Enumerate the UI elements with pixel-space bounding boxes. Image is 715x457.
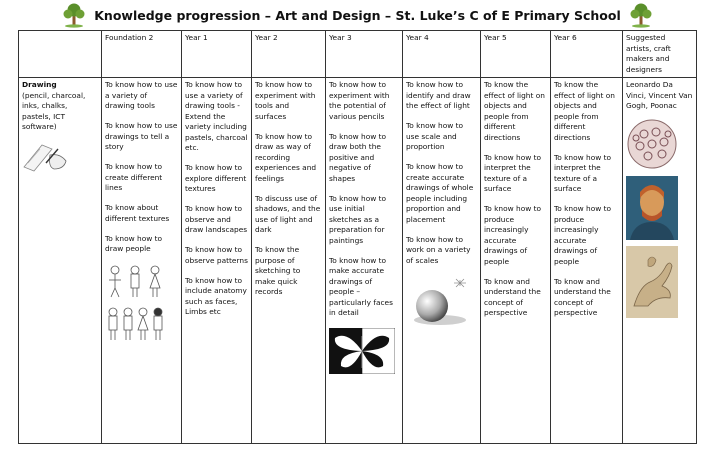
artists-list: Leonardo Da Vinci, Vincent Van Gogh, Poonac xyxy=(626,80,693,110)
objective-item: To know the effect of light on objects and people from different directions xyxy=(484,80,545,142)
objective-item: To know how to produce increasingly accurate drawings of people xyxy=(554,204,612,266)
patterned-circle-artwork xyxy=(626,118,678,170)
year4-cell xyxy=(403,78,481,444)
objective-item: To know how to draw both the positive and negative of shapes xyxy=(329,131,387,183)
year5-cell xyxy=(481,78,551,444)
header-cell-year6: Year 6 xyxy=(551,31,623,78)
objective-item: To know how to interpret the texture of a surface xyxy=(484,152,542,193)
subject-title: Drawing xyxy=(22,80,57,89)
year2-cell xyxy=(252,78,326,444)
objective-item: To know how to interpret the texture of a surface xyxy=(554,152,612,193)
header-cell-year4: Year 4 xyxy=(403,31,481,78)
year3-cell xyxy=(326,78,403,444)
da-vinci-hand-sketch-artwork xyxy=(626,246,678,318)
objective-item: To know how to identify and draw the effect of light xyxy=(406,80,471,110)
objective-item: To discuss use of shadows, and the use of light and dark xyxy=(255,193,321,234)
objective-item: To know the purpose of sketching to make quick records xyxy=(255,245,301,296)
header-cell-blank xyxy=(19,31,102,78)
header-cell-foundation2: Foundation 2 xyxy=(102,31,182,78)
header-cell-artists: Suggested artists, craft makers and designers xyxy=(623,31,697,78)
objective-item: To know how to make accurate drawings of people – particularly faces in detail xyxy=(329,255,393,317)
foundation2-cell xyxy=(102,78,182,444)
hand-drawing-illustration xyxy=(22,137,70,177)
van-gogh-portrait-artwork xyxy=(626,176,678,240)
tree-logo-icon xyxy=(62,2,86,28)
objective-item: To know how to experiment with tools and surfaces xyxy=(255,80,316,121)
year6-cell xyxy=(551,78,623,444)
objective-item: To know how to produce increasingly accurate drawings of people xyxy=(484,204,542,266)
header-cell-year3: Year 3 xyxy=(326,31,403,78)
objective-item: To know how to work on a variety of scales xyxy=(406,234,471,265)
progression-table xyxy=(18,30,697,444)
objective-item: To know and understand the concept of perspective xyxy=(554,276,611,317)
objective-item: To know how to create accurate drawings of whole people including proportion and placement xyxy=(406,162,474,224)
objective-item: To know how to include anatomy such as faces, Limbs etc xyxy=(185,275,247,316)
subject-detail: (pencil, charcoal, inks, chalks, pastels, ICT software) xyxy=(22,90,86,131)
objective-item: To know how to use drawings to tell a story xyxy=(105,121,178,151)
objective-item: To know the effect of light on objects and people from different directions xyxy=(554,80,615,142)
tree-logo-icon xyxy=(629,2,653,28)
subject-cell xyxy=(19,78,102,444)
shaded-sphere-illustration xyxy=(406,276,472,328)
page-title: Knowledge progression – Art and Design – St. Luke’s C of E Primary School xyxy=(94,7,621,23)
header-cell-year5: Year 5 xyxy=(481,31,551,78)
objective-item: To know how to experiment with the potential of various pencils xyxy=(329,80,390,121)
header-cell-year2: Year 2 xyxy=(252,31,326,78)
header-row xyxy=(19,31,697,78)
objective-item: To know how to use a variety of drawing tools xyxy=(105,80,178,110)
artists-cell xyxy=(623,78,697,444)
butterfly-illustration xyxy=(329,328,395,374)
objective-item: To know and understand the concept of perspective xyxy=(484,276,541,317)
objective-item: To know how to draw as way of recording experiences and feelings xyxy=(255,131,317,183)
drawing-row xyxy=(19,78,697,444)
stick-figures-illustration xyxy=(105,264,167,346)
objective-item: To know how to use a variety of drawing tools - Extend the variety including pastels, charcoal etc. xyxy=(185,80,248,152)
objective-item: To know how to draw people xyxy=(105,233,163,253)
objective-item: To know how to use scale and proportion xyxy=(406,121,464,151)
objective-item: To know how to observe patterns xyxy=(185,245,248,265)
objective-item: To know how to explore different textures xyxy=(185,163,247,193)
objective-item: To know about different textures xyxy=(105,203,170,223)
objective-item: To know how to observe and draw landscapes xyxy=(185,204,248,234)
title-bar xyxy=(0,0,715,30)
header-cell-year1: Year 1 xyxy=(182,31,252,78)
year1-cell xyxy=(182,78,252,444)
objective-item: To know how to create different lines xyxy=(105,162,163,192)
objective-item: To know how to use initial sketches as a preparation for paintings xyxy=(329,193,387,245)
